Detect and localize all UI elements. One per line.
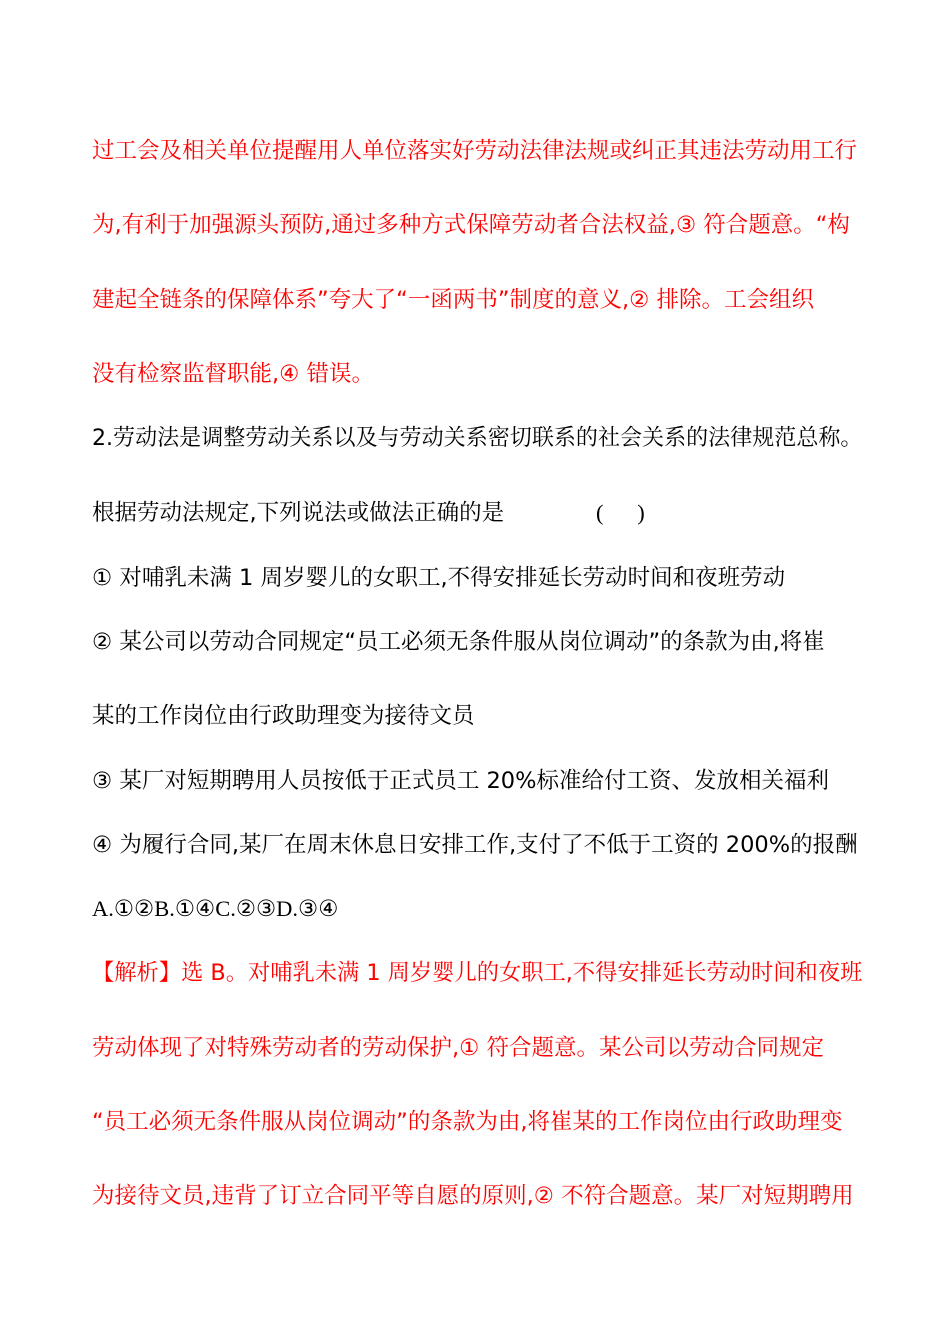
option-3: ③ 某厂对短期聘用人员按低于正式员工 20%标准给付工资、发放相关福利	[92, 768, 829, 794]
prev-explanation-line-3: 建起全链条的保障体系”夸大了“一函两书”制度的意义,② 排除。工会组织	[92, 287, 814, 313]
question-stem-line-2	[92, 498, 504, 528]
explanation-line-1: 【解析】选 B。对哺乳未满 1 周岁婴儿的女职工,不得安排延长劳动时间和夜班	[92, 960, 863, 986]
question-stem-text: 根据劳动法规定,下列说法或做法正确的是	[92, 500, 505, 526]
explanation-line-3: “员工必须无条件服从岗位调动”的条款为由,将崔某的工作岗位由行政助理变	[92, 1109, 843, 1135]
prev-explanation-line-1: 过工会及相关单位提醒用人单位落实好劳动法律法规或纠正其违法劳动用工行	[92, 138, 858, 164]
option-2-line-2: 某的工作岗位由行政助理变为接待文员	[92, 703, 475, 729]
prev-explanation-line-4: 没有检察监督职能,④ 错误。	[92, 361, 374, 387]
option-2-line-1: ② 某公司以劳动合同规定“员工必须无条件服从岗位调动”的条款为由,将崔	[92, 629, 825, 655]
option-4: ④ 为履行合同,某厂在周末休息日安排工作,支付了不低于工资的 200%的报酬	[92, 832, 858, 858]
explanation-line-2: 劳动体现了对特殊劳动者的劳动保护,① 符合题意。某公司以劳动合同规定	[92, 1035, 824, 1061]
explanation-line-4: 为接待文员,违背了订立合同平等自愿的原则,② 不符合题意。某厂对短期聘用	[92, 1183, 854, 1209]
answer-bracket: ( )	[596, 500, 645, 525]
answer-choices: A.①②B.①④C.②③D.③④	[92, 896, 339, 921]
question-stem-line-1: 2.劳动法是调整劳动关系以及与劳动关系密切联系的社会关系的法律规范总称。	[92, 425, 863, 451]
prev-explanation-line-2: 为,有利于加强源头预防,通过多种方式保障劳动者合法权益,③ 符合题意。“构	[92, 212, 850, 238]
option-1: ① 对哺乳未满 1 周岁婴儿的女职工,不得安排延长劳动时间和夜班劳动	[92, 565, 786, 591]
